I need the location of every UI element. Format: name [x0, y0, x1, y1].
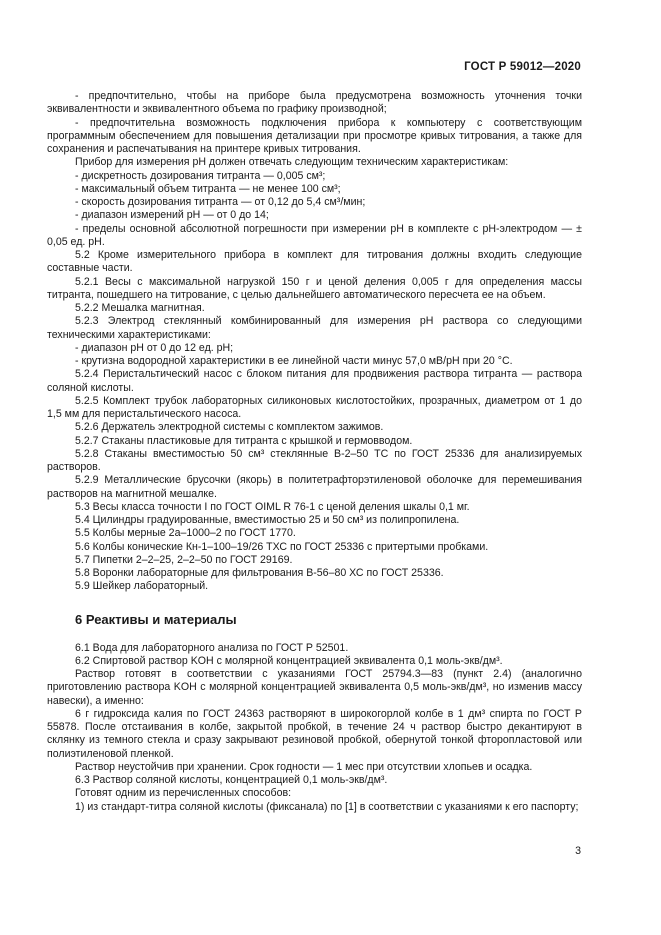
paragraph: Готовят одним из перечисленных способов:	[75, 787, 292, 800]
clause-5-3: 5.3 Весы класса точности I по ГОСТ OIML R 76-1 с ценой деления шкалы 0,1 мг.	[75, 500, 470, 513]
clause-5-2-8: 5.2.8 Стаканы вместимостью 50 см³ стеклянные В-2–50 ТС по ГОСТ 25336 для анализируемых растворов.	[47, 447, 582, 473]
clause-5-6: 5.6 Колбы конические Кн-1–100–19/26 ТХС по ГОСТ 25336 с притертыми пробками.	[75, 540, 489, 553]
paragraph: - предпочтительна возможность подключения прибора к компьютеру с соответствующим программным обеспечением для повышения детализации при просмотре кривых титрования, а также для сохранения и распечатывания на принтере кривых титрования.	[47, 116, 582, 155]
clause-5-8: 5.8 Воронки лабораторные для фильтрования В-56–80 ХС по ГОСТ 25336.	[75, 567, 444, 579]
list-item: - крутизна водородной характеристики в ее линейной части минус 57,0 мВ/pH при 20 °С.	[75, 355, 513, 367]
clause-6-3: 6.3 Раствор соляной кислоты, концентрацией 0,1 моль-экв/дм³.	[75, 774, 388, 786]
list-item: - диапазон pH от 0 до 12 ед. pH;	[75, 341, 234, 354]
clause-5-7: 5.7 Пипетки 2–2–25, 2–2–50 по ГОСТ 29169.	[75, 553, 293, 566]
paragraph: 6 г гидроксида калия по ГОСТ 24363 растворяют в широкогорлой колбе в 1 дм³ спирта по ГОСТ Р 55878. После отстаивания в колбе, закрытой пробкой, в течение 24 ч раствор быстро декантируют в склянку из темного стекла и сразу закрывают резиновой пробкой, обернутой тонкой фторопластовой или полиэтиленовой пленкой.	[47, 707, 582, 760]
page-number: 3	[575, 845, 581, 857]
clause-5-2-2: 5.2.2 Мешалка магнитная.	[75, 302, 205, 314]
clause-5-2: 5.2 Кроме измерительного прибора в комплект для титрования должны входить следующие составные части.	[47, 249, 582, 275]
clause-6-1: 6.1 Вода для лабораторного анализа по ГОСТ Р 52501.	[75, 641, 349, 654]
section-title: 6 Реактивы и материалы	[75, 611, 237, 627]
clause-5-4: 5.4 Цилиндры градуированные, вместимостью 25 и 50 см³ из полипропилена.	[75, 514, 460, 526]
clause-5-2-5: 5.2.5 Комплект трубок лабораторных силиконовых кислотостойких, прозрачных, диаметром от 1 до 1,5 мм для перистальтического насоса.	[47, 394, 582, 420]
list-item: - диапазон измерений pH — от 0 до 14;	[75, 209, 269, 222]
clause-5-2-6: 5.2.6 Держатель электродной системы с комплектом зажимов.	[75, 421, 384, 434]
standard-header: ГОСТ Р 59012—2020	[464, 61, 581, 73]
list-item: - максимальный объем титранта — не менее 100 см³;	[75, 182, 341, 195]
paragraph: Раствор готовят в соответствии с указаниями ГОСТ 25794.3—83 (пункт 2.4) (аналогично приготовлению раствора KOH с молярной концентрацией эквивалента 0,5 моль-экв/дм³, но изменив массу навески), а именно:	[47, 668, 582, 707]
list-item: - пределы основной абсолютной погрешности при измерении pH в комплекте с pH-электродом — ± 0,05 ед. pH.	[47, 222, 582, 248]
clause-5-2-4: 5.2.4 Перистальтический насос с блоком питания для продвижения раствора титранта — раствора соляной кислоты.	[47, 368, 582, 394]
document-body	[47, 90, 582, 814]
clause-5-2-3: 5.2.3 Электрод стеклянный комбинированный для измерения pH раствора со следующими техническими характеристиками:	[47, 315, 582, 341]
list-item: - скорость дозирования титранта — от 0,12 до 5,4 см³/мин;	[75, 196, 366, 208]
paragraph: - предпочтительно, чтобы на приборе была предусмотрена возможность уточнения точки эквивалентности и эквивалентного объема по графику производной;	[47, 90, 582, 116]
clause-5-9: 5.9 Шейкер лабораторный.	[75, 580, 209, 593]
clause-5-2-9: 5.2.9 Металлические брусочки (якорь) в политетрафторэтиленовой оболочке для перемешивания растворов на магнитной мешалке.	[47, 474, 582, 500]
paragraph: Раствор неустойчив при хранении. Срок годности — 1 мес при отсутствии хлопьев и осадка.	[75, 760, 533, 773]
list-item: 1) из стандарт-титра соляной кислоты (фиксанала) по [1] в соответствии с указаниями к его паспорту;	[75, 800, 579, 813]
list-item: - дискретность дозирования титранта — 0,005 см³;	[75, 169, 326, 182]
clause-6-2: 6.2 Спиртовой раствор KOH с молярной концентрацией эквивалента 0,1 моль-экв/дм³.	[75, 654, 503, 667]
clause-5-5: 5.5 Колбы мерные 2а–1000–2 по ГОСТ 1770.	[75, 527, 296, 540]
clause-5-2-7: 5.2.7 Стаканы пластиковые для титранта с крышкой и гермовводом.	[75, 434, 413, 447]
paragraph: Прибор для измерения pH должен отвечать следующим техническим характеристикам:	[75, 156, 509, 169]
clause-5-2-1: 5.2.1 Весы с максимальной нагрузкой 150 г и ценой деления 0,005 г для определения массы титранта, пошедшего на титрование, с целью дальнейшего автоматического пересчета ее на объем.	[47, 275, 582, 301]
